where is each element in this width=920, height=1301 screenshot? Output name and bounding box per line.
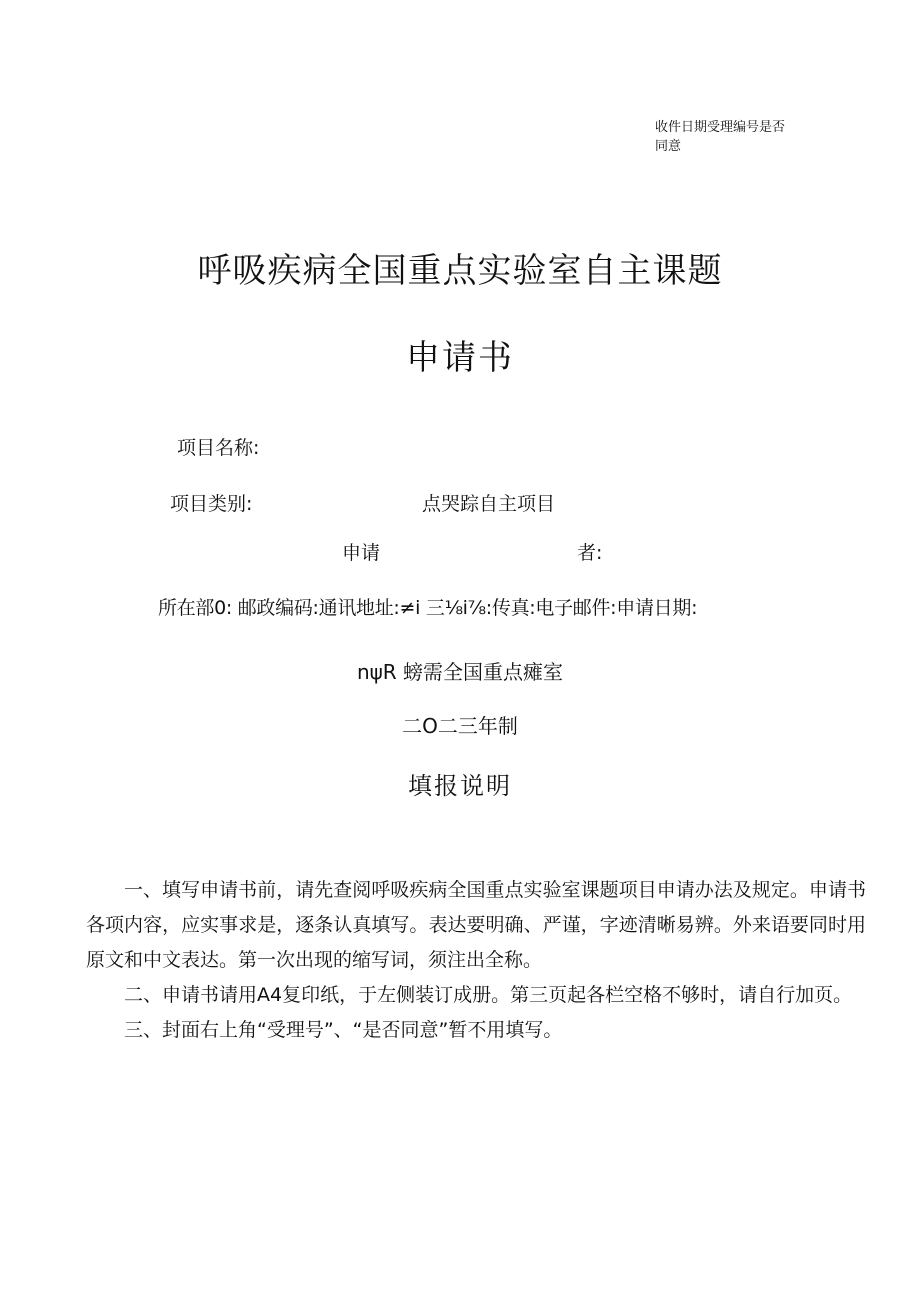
project-type-value: 点哭踪自主项目 — [422, 493, 556, 515]
instructions-title: 填报说明 — [408, 772, 512, 800]
project-name-label: 项目名称: — [177, 437, 260, 459]
instruction-item-3: 三、封面右上角“受理号”、“是否同意”暂不用填写。 — [124, 1019, 563, 1041]
applicant-label-part2: 者: — [577, 542, 603, 564]
laboratory-name: nψR 螃需全国重点瘫室 — [356, 660, 564, 684]
document-subtitle: 申请书 — [406, 338, 514, 378]
instruction-item-2: 二、申请书请用A4复印纸，于左侧装订成册。第三页起各栏空格不够时，请自行加页。 — [124, 984, 853, 1006]
project-type-label: 项目类别: — [170, 493, 253, 515]
instruction-item-1: 一、填写申请书前，请先查阅呼吸疾病全国重点实验室课题项目申请办法及规定。申请书各项内容，应实事求是，逐条认真填写。表达要明确、严谨，字迹清晰易辨。外来语要同时用原文和中文表达。第一次出现的缩写词，须注出全称。 — [86, 879, 866, 971]
applicant-label-part1: 申请 — [342, 542, 381, 564]
document-title: 呼吸疾病全国重点实验室自主课题 — [197, 251, 723, 291]
year-made: 二O二三年制 — [402, 714, 518, 738]
instructions-body — [86, 873, 866, 1048]
contact-fields-line: 所在部0: 邮政编码:通讯地址:≠i 三⅛i⅞:传真:电子邮件:申请日期: — [158, 597, 698, 619]
corner-note: 收件日期受理编号是否同意 — [655, 120, 786, 154]
